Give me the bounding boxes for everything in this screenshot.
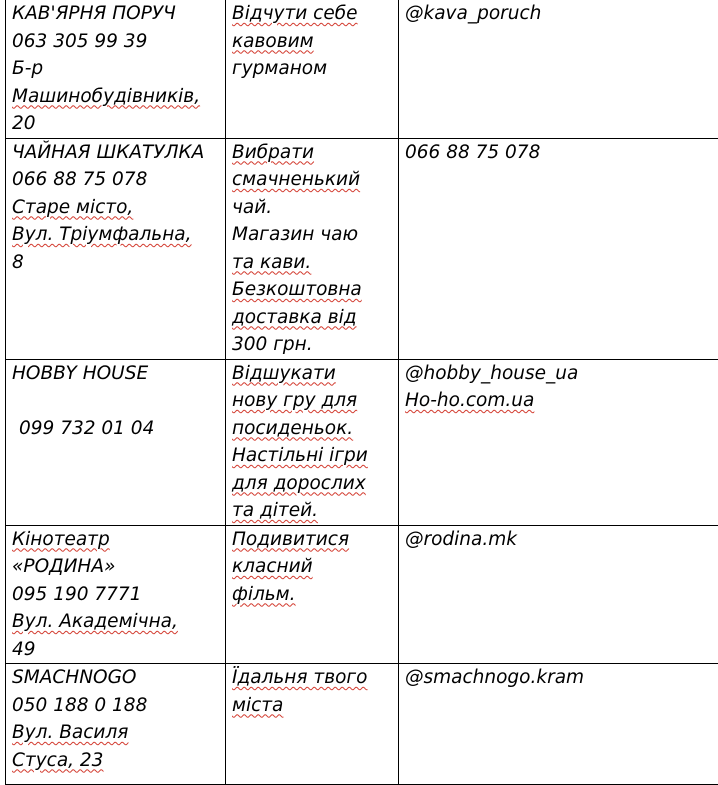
table-row — [6, 138, 718, 359]
description-cell — [226, 359, 399, 525]
description-line: Їдальня твого — [232, 667, 367, 688]
description-cell — [226, 138, 399, 359]
contacts-cell — [399, 525, 718, 664]
place-name: «РОДИНА» — [12, 553, 225, 581]
place-address-line: 8 — [12, 249, 225, 277]
description-line: гурманом — [232, 55, 398, 83]
description-cell — [226, 0, 399, 138]
place-name: SMACHNOGO — [12, 664, 225, 692]
place-address-line: Вул. Тріумфальна, — [12, 224, 192, 245]
place-address-line: Вул. Академічна, — [12, 611, 178, 632]
contact-line: @smachnogo.kram — [405, 664, 718, 692]
contacts-cell — [399, 138, 718, 359]
description-line: для дорослих — [232, 473, 366, 494]
description-line: Вибрати — [232, 142, 314, 163]
place-name: КАВ'ЯРНЯ ПОРУЧ — [12, 0, 225, 28]
place-address-line: Б-р — [12, 55, 225, 83]
place-name: HOBBY HOUSE — [12, 360, 225, 388]
description-line: Безкоштовна — [232, 279, 362, 300]
place-address-line: Машинобудівників, — [12, 83, 225, 111]
description-line: посиденьок. — [232, 418, 353, 439]
place-phone: 099 732 01 04 — [12, 415, 225, 443]
description-line: міста — [232, 695, 283, 716]
description-line: та дітей. — [232, 500, 318, 521]
description-line: нову гру для — [232, 390, 357, 411]
place-cell — [6, 0, 226, 138]
place-phone: 063 305 99 39 — [12, 28, 225, 56]
description-line: класний — [232, 556, 313, 577]
contact-line: @rodina.mk — [405, 526, 718, 554]
description-line: Подивитися — [232, 529, 349, 550]
description-line: Магазин чаю — [232, 221, 398, 249]
description-line: 300 грн. — [232, 331, 398, 359]
description-line: кавовим — [232, 31, 314, 52]
description-line: доставка від — [232, 307, 357, 328]
description-cell — [226, 664, 399, 785]
description-line: Відчути себе — [232, 3, 358, 24]
contacts-cell — [399, 0, 718, 138]
place-phone: 050 188 0 188 — [12, 692, 225, 720]
description-line: та кави. — [232, 252, 311, 273]
place-cell — [6, 138, 226, 359]
contacts-cell — [399, 359, 718, 525]
contacts-cell — [399, 664, 718, 785]
table-row — [6, 0, 718, 138]
places-table — [5, 0, 718, 785]
place-cell — [6, 664, 226, 785]
description-line: фільм. — [232, 584, 296, 605]
contact-line: @kava_poruch — [405, 0, 718, 28]
place-address-line: 20 — [12, 110, 225, 138]
description-cell — [226, 525, 399, 664]
contact-line: @hobby_house_ua — [405, 360, 718, 388]
description-line: смачненький — [232, 169, 360, 190]
website-link[interactable]: Ho-ho.com.ua — [405, 390, 534, 411]
place-address-line: 49 — [12, 636, 225, 664]
table-row — [6, 359, 718, 525]
table-row — [6, 525, 718, 664]
place-name: ЧАЙНАЯ ШКАТУЛКА — [12, 139, 225, 167]
place-address-line: Вул. Василя — [12, 722, 128, 743]
place-cell — [6, 525, 226, 664]
contact-line: 066 88 75 078 — [405, 139, 718, 167]
description-line: Відшукати — [232, 363, 336, 384]
place-phone: 066 88 75 078 — [12, 166, 225, 194]
place-phone: 095 190 7771 — [12, 581, 225, 609]
description-line: чай. — [232, 194, 398, 222]
blank-line — [12, 387, 225, 415]
table-row — [6, 664, 718, 785]
place-address-line: Стуса, 23 — [12, 750, 103, 771]
description-line: Настільні ігри — [232, 445, 368, 466]
place-cell — [6, 359, 226, 525]
place-name: Кінотеатр — [12, 529, 110, 550]
place-address-line: Старе місто, — [12, 197, 133, 218]
